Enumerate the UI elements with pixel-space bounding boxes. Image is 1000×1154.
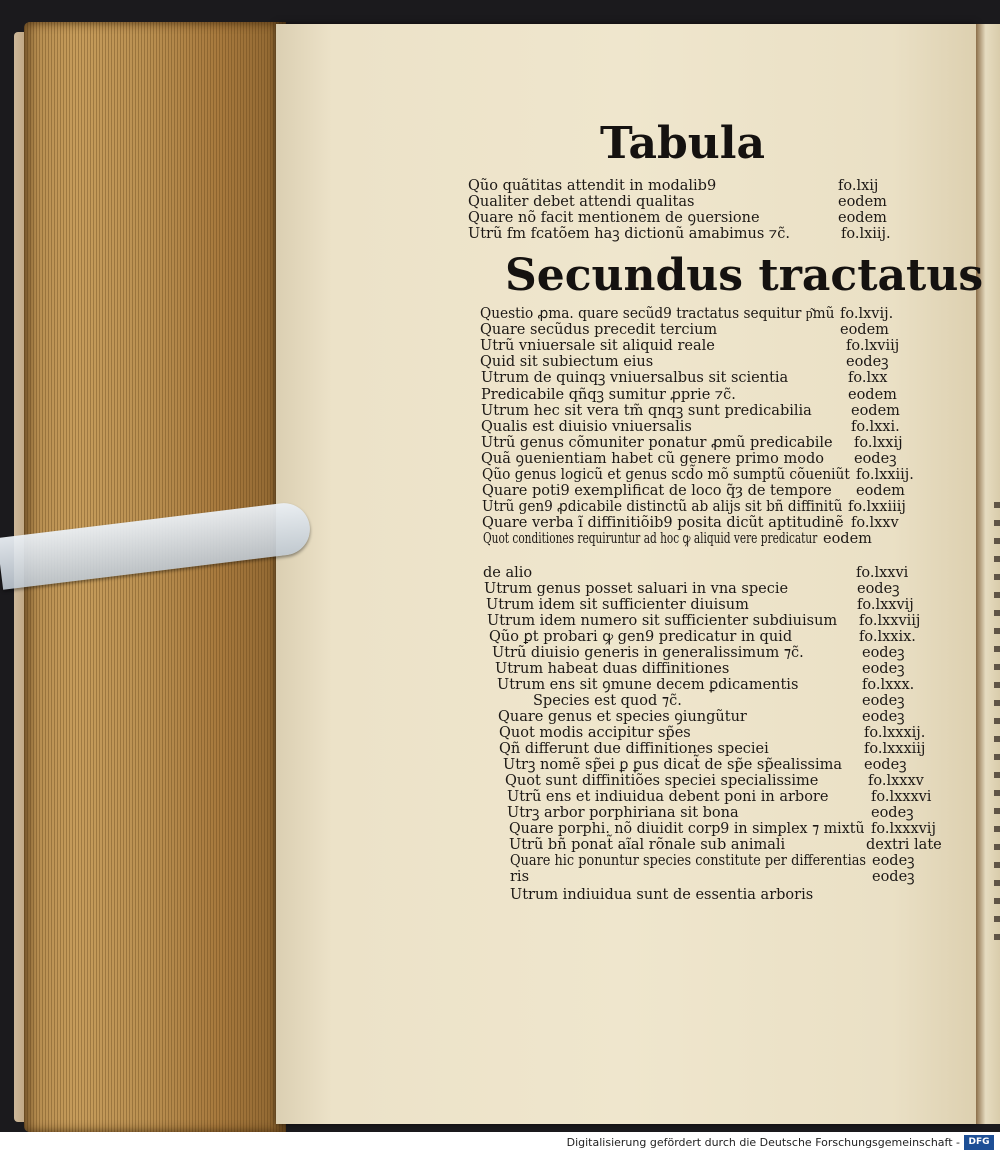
toc-entry-text: Quare poti9 exemplificat de loco q̃ȝ de tempore bbox=[482, 483, 832, 499]
toc-entry-text: Species est quod ⁊c̃. bbox=[533, 693, 682, 709]
toc-entry-text: Quare porphi. nõ diuidit corp9 in simplex ⁊ mixtũ bbox=[509, 821, 865, 837]
toc-folio: fo.lxxix. bbox=[859, 629, 916, 645]
toc-entry-text: Questio ꝓma. quare secũd9 tractatus sequitur p͂mũ bbox=[480, 306, 835, 322]
toc-folio: eodeꝫ bbox=[846, 354, 889, 370]
toc-entry-text: Utrum idem sit sufficienter diuisum bbox=[486, 597, 749, 613]
footer-bar bbox=[0, 1132, 1000, 1154]
toc-folio: eodem bbox=[838, 194, 887, 210]
toc-folio: eodeꝫ bbox=[871, 805, 914, 821]
toc-folio: eodem bbox=[823, 531, 872, 547]
toc-entry-text: Utrũ vniuersale sit aliquid reale bbox=[480, 338, 715, 354]
toc-folio: fo.lxviij bbox=[846, 338, 900, 354]
toc-folio: fo.lxiij. bbox=[841, 226, 891, 242]
toc-folio: eodem bbox=[840, 322, 889, 338]
toc-entry-text: Quot conditiones requiruntur ad hoc ꝙ aliquid vere predicatur bbox=[483, 531, 818, 547]
toc-entry-text: Utrũ diuisio generis in generalissimum ⁊c̃. bbox=[492, 645, 804, 661]
toc-folio: eodem bbox=[848, 387, 897, 403]
toc-row bbox=[468, 225, 990, 243]
toc-folio: fo.lxij bbox=[838, 178, 879, 194]
toc-folio: fo.lxxv bbox=[851, 515, 899, 531]
toc-entry-text: Qualis est diuisio vniuersalis bbox=[481, 419, 692, 435]
toc-folio: fo.lxvij. bbox=[840, 306, 894, 322]
toc-entry-text: Utrum indiuidua sunt de essentia arboris bbox=[510, 887, 814, 903]
toc-folio: fo.lxxiij. bbox=[856, 467, 914, 483]
toc-folio: fo.lxx bbox=[848, 370, 888, 386]
heading-tabula: Tabula bbox=[600, 118, 766, 169]
toc-entry-text: Utrꝫ arbor porphiriana sit bona bbox=[507, 805, 739, 821]
toc-entry-text: Quare hic ponuntur species constitute per differentias bbox=[510, 853, 867, 869]
toc-folio: eodeꝫ bbox=[864, 757, 907, 773]
toc-folio: fo.lxxviij bbox=[859, 613, 921, 629]
dfg-logo: DFG bbox=[964, 1135, 994, 1150]
toc-entry-text: Utrꝫ nomẽ sp̃ei ꝑ ꝑus dicat̃ de sp̃e sp̃ealissima bbox=[503, 757, 843, 773]
toc-entry-text: Utrũ ens et indiuidua debent poni in arbore bbox=[507, 789, 829, 805]
heading-secundus-tractatus: Secundus tractatus bbox=[505, 250, 984, 301]
toc-folio: eodeꝫ bbox=[862, 661, 905, 677]
toc-entry-text: Qũo genus logicũ et genus scd̃o mõ sumptũ cõueniũt bbox=[482, 467, 850, 483]
toc-folio: fo.lxxxiij bbox=[864, 741, 926, 757]
toc-entry-text: Utrum genus posset saluari in vna specie bbox=[484, 581, 789, 597]
toc-row bbox=[510, 868, 990, 886]
toc-folio: eodem bbox=[838, 210, 887, 226]
toc-folio: eodem bbox=[851, 403, 900, 419]
toc-entry-text: Quot sunt diffinitiões speciei specialissime bbox=[505, 773, 819, 789]
toc-entry-text: Utrum ens sit ꝯmune decem ꝑdicamentis bbox=[497, 677, 799, 693]
toc-folio: eodeꝫ bbox=[862, 645, 905, 661]
toc-folio: fo.lxxxij. bbox=[864, 725, 926, 741]
toc-folio: fo.lxxxvi bbox=[871, 789, 932, 805]
toc-entry-text: Quare secũdus precedit tercium bbox=[480, 322, 718, 338]
toc-entry-text: Qñ differunt due diffinitiones speciei bbox=[499, 741, 769, 757]
footer-caption: Digitalisierung gefördert durch die Deutsche Forschungsgemeinschaft - bbox=[566, 1136, 960, 1149]
toc-folio: eodeꝫ bbox=[857, 581, 900, 597]
toc-folio: fo.lxxi. bbox=[851, 419, 900, 435]
toc-folio: fo.lxxij bbox=[854, 435, 903, 451]
toc-folio: eodeꝫ bbox=[862, 693, 905, 709]
toc-row bbox=[510, 886, 990, 904]
toc-entry-text: ris bbox=[510, 869, 530, 885]
toc-entry-text: Qũo quãtitas attendit in modalib9 bbox=[468, 178, 717, 194]
toc-entry-text: Utrum de quinqꝫ vniuersalbus sit scientia bbox=[481, 370, 789, 386]
toc-folio: eodem bbox=[856, 483, 905, 499]
toc-entry-text: Quare nõ facit mentionem de ꝯuersione bbox=[468, 210, 760, 226]
toc-entry-text: Qũo ꝑt probari ꝙ gen9 predicatur in quid bbox=[489, 629, 793, 645]
toc-entry-text: de alio bbox=[483, 565, 533, 581]
toc-folio: fo.lxxvij bbox=[857, 597, 914, 613]
toc-entry-text: Utrũ genus cõmuniter ponatur ꝓmũ predicabile bbox=[481, 435, 833, 451]
toc-folio: eodeꝫ bbox=[862, 709, 905, 725]
toc-folio: fo.lxxxvij bbox=[871, 821, 936, 837]
toc-folio: fo.lxxiiij bbox=[848, 499, 906, 515]
toc-entry-text: Utrum hec sit vera tm̃ qnqꝫ sunt predicabilia bbox=[481, 403, 812, 419]
toc-row bbox=[483, 530, 990, 548]
toc-folio: eodeꝫ bbox=[872, 853, 915, 869]
toc-entry-text: Qualiter debet attendi qualitas bbox=[468, 194, 695, 210]
toc-entry-text: Quã ꝯuenientiam habet cũ genere primo modo bbox=[481, 451, 824, 467]
toc-folio: fo.lxxxv bbox=[868, 773, 924, 789]
toc-folio: eodeꝫ bbox=[854, 451, 897, 467]
toc-entry-text: Predicabile qñqꝫ sumitur ꝓprie ⁊c̃. bbox=[481, 387, 736, 403]
toc-entry-text: Utrũ gen9 ꝓdicabile distinctũ ab alijs sit bñ diffinitũ bbox=[482, 499, 843, 515]
toc-row bbox=[481, 369, 990, 387]
toc-entry-text: Quot modis accipitur sp̃es bbox=[499, 725, 691, 741]
toc-folio: eodeꝫ bbox=[872, 869, 915, 885]
toc-entry-text: Utrum habeat duas diffinitiones bbox=[495, 661, 730, 677]
toc-entry-text: Utrũ bñ ponat̃ aĩal rõnale sub animali bbox=[509, 837, 786, 853]
toc-entry-text: Quare genus et species ꝯiungũtur bbox=[498, 709, 747, 725]
toc-entry-text: Quid sit subiectum eius bbox=[480, 354, 654, 370]
toc-folio: dextri late bbox=[866, 837, 942, 853]
toc-entry-text: Utrum idem numero sit sufficienter subdiuisum bbox=[487, 613, 838, 629]
toc-folio: fo.lxxx. bbox=[862, 677, 915, 693]
toc-folio: fo.lxxvi bbox=[856, 565, 909, 581]
toc-entry-text: Utrũ fm fcatõem haꝫ dictionũ amabimus ⁊c̃. bbox=[468, 226, 790, 242]
toc-entry-text: Quare verba ĩ diffinitiõib9 posita dicũt aptitudinẽ bbox=[482, 515, 844, 531]
